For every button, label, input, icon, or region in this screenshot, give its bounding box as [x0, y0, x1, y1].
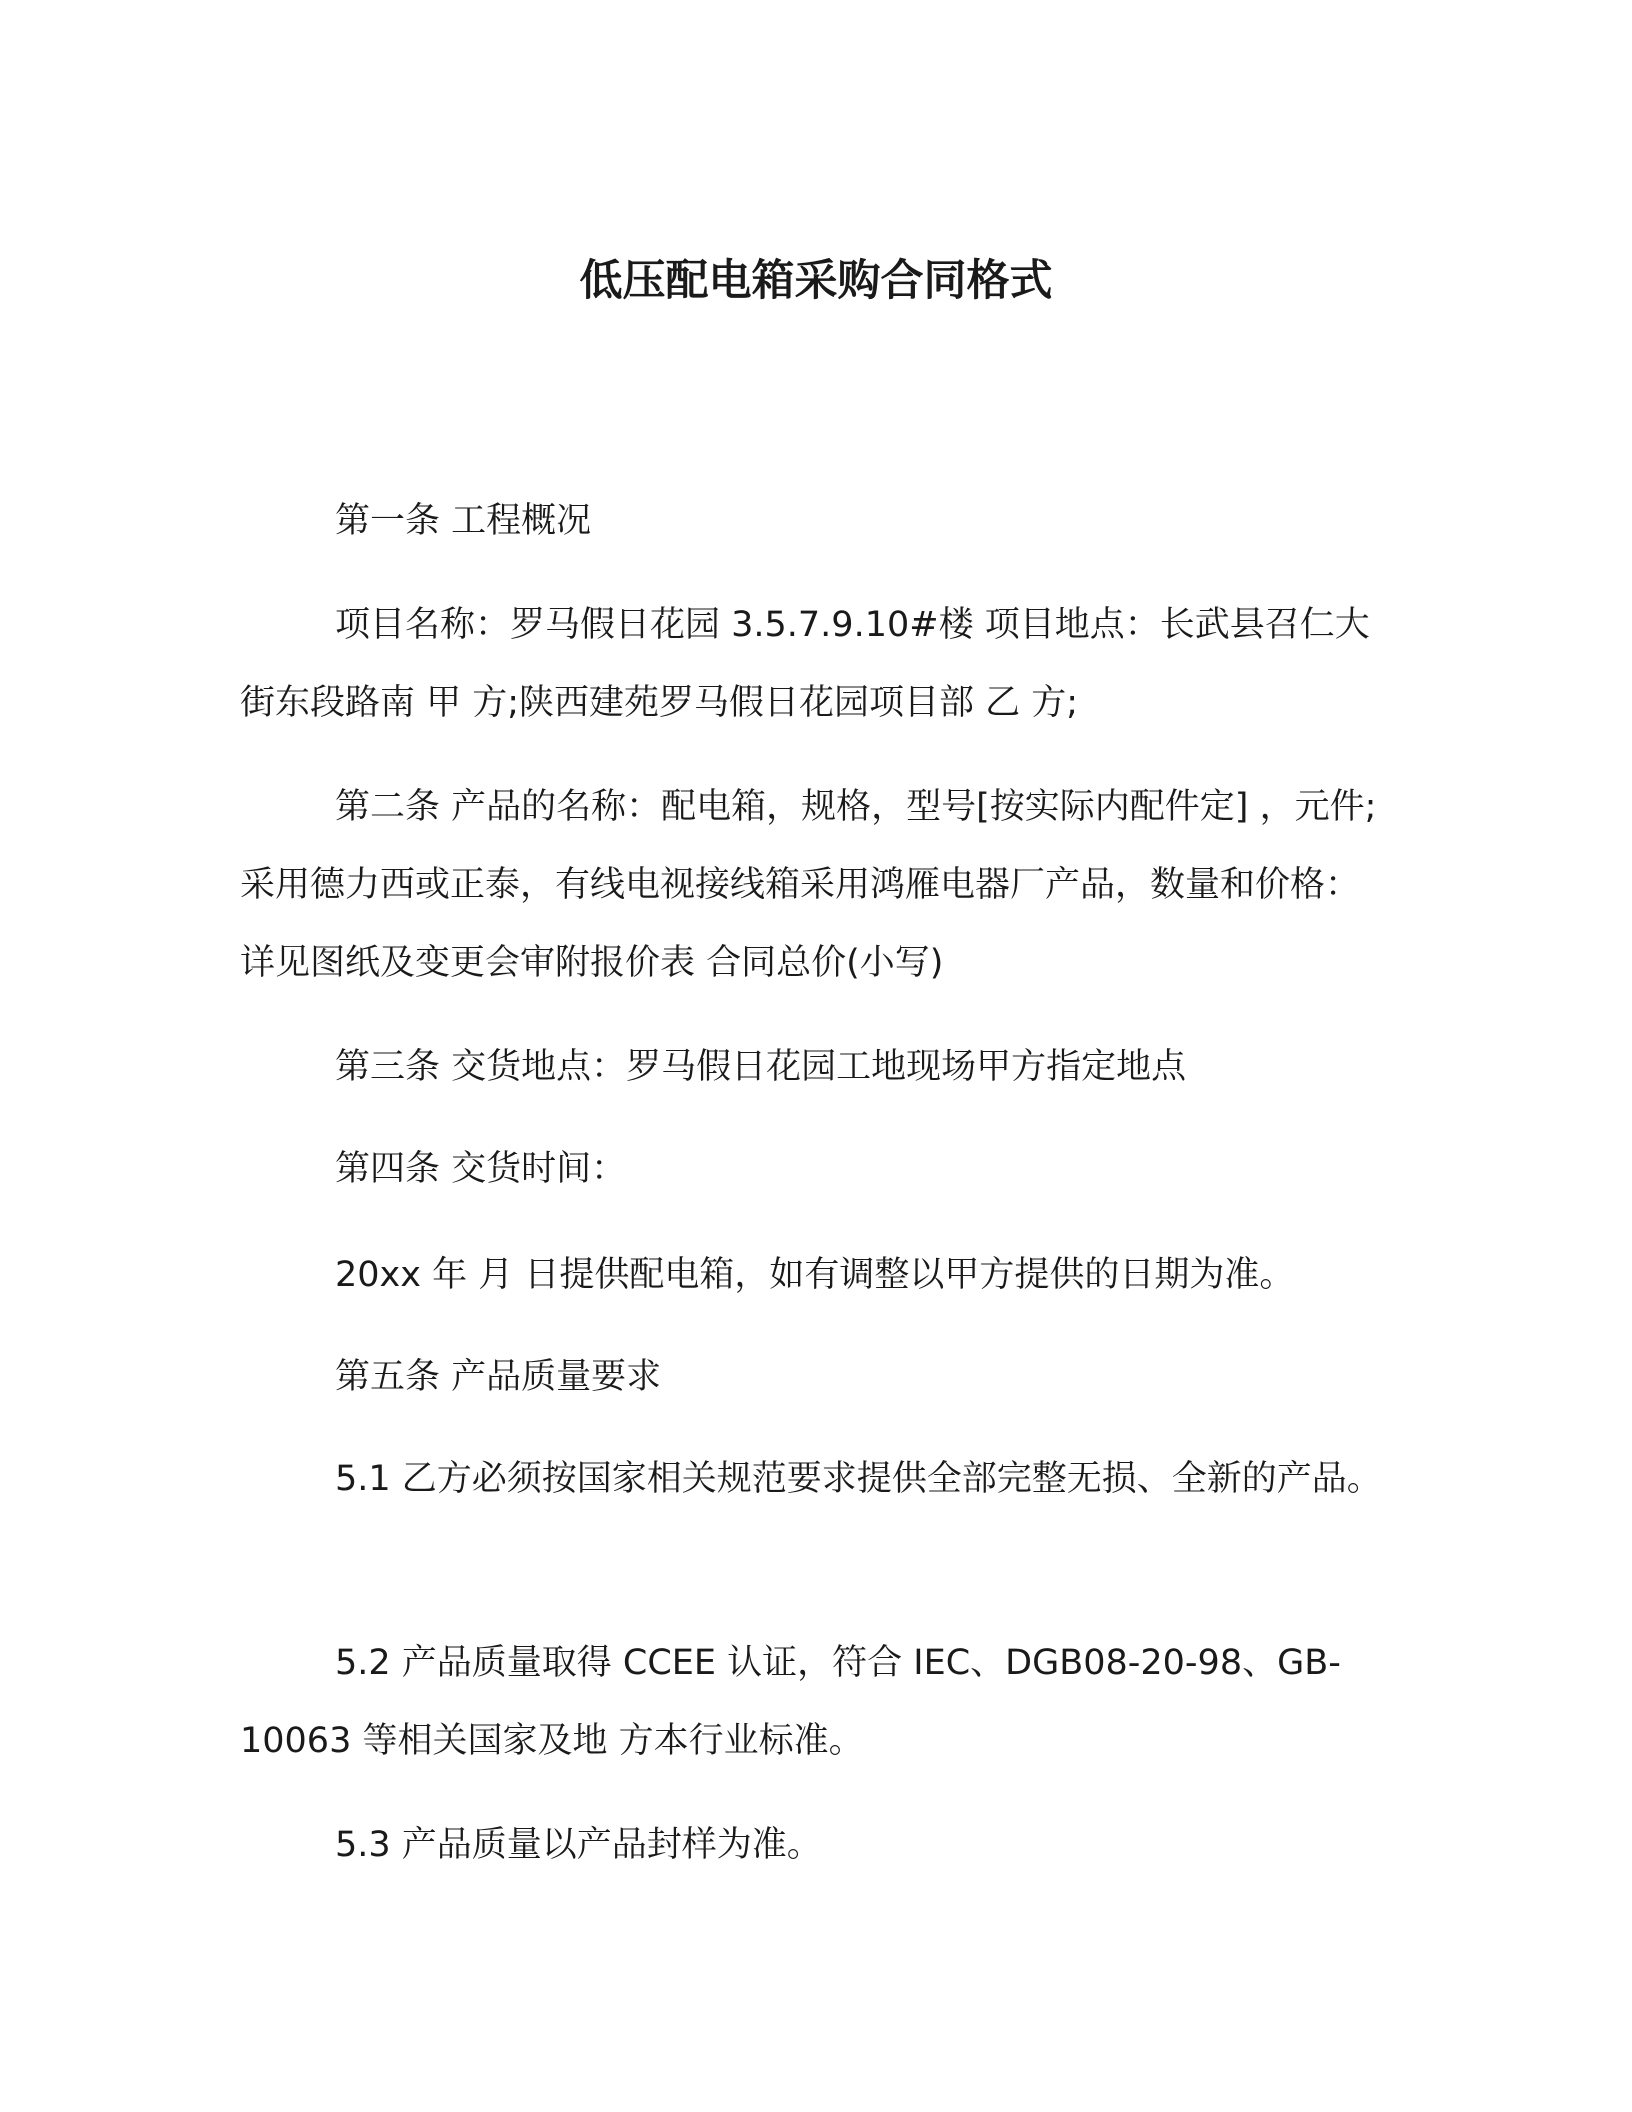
article-2-paragraph: 第二条 产品的名称：配电箱，规格，型号[按实际内配件定] ，元件;采用德力西或正泰，有线电视接线箱采用鸿雁电器厂产品，数量和价格：详见图纸及变更会审附报价表 合同总价(小写) — [240, 787, 1377, 983]
document-title: 低压配电箱采购合同格式 — [579, 255, 1053, 306]
article-3-paragraph: 第三条 交货地点：罗马假日花园工地现场甲方指定地点 — [335, 1047, 1187, 1087]
article-1-heading: 第一条 工程概况 — [335, 501, 592, 541]
delivery-date-paragraph: 20xx 年 月 日提供配电箱，如有调整以甲方提供的日期为准。 — [335, 1255, 1295, 1295]
project-info-paragraph: 项目名称：罗马假日花园 3.5.7.9.10#楼 项目地点：长武县召仁大街东段路南 甲 方;陕西建苑罗马假日花园项目部 乙 方; — [240, 605, 1370, 723]
clause-5-1-paragraph: 5.1 乙方必须按国家相关规范要求提供全部完整无损、全新的产品。 — [335, 1459, 1382, 1499]
article-5-heading: 第五条 产品质量要求 — [335, 1357, 662, 1397]
clause-5-3-paragraph: 5.3 产品质量以产品封样为准。 — [335, 1825, 822, 1865]
article-4-heading: 第四条 交货时间： — [335, 1149, 627, 1189]
clause-5-2-paragraph: 5.2 产品质量取得 CCEE 认证，符合 IEC、DGB08-20-98、GB-10063 等相关国家及地 方本行业标准。 — [240, 1643, 1341, 1761]
